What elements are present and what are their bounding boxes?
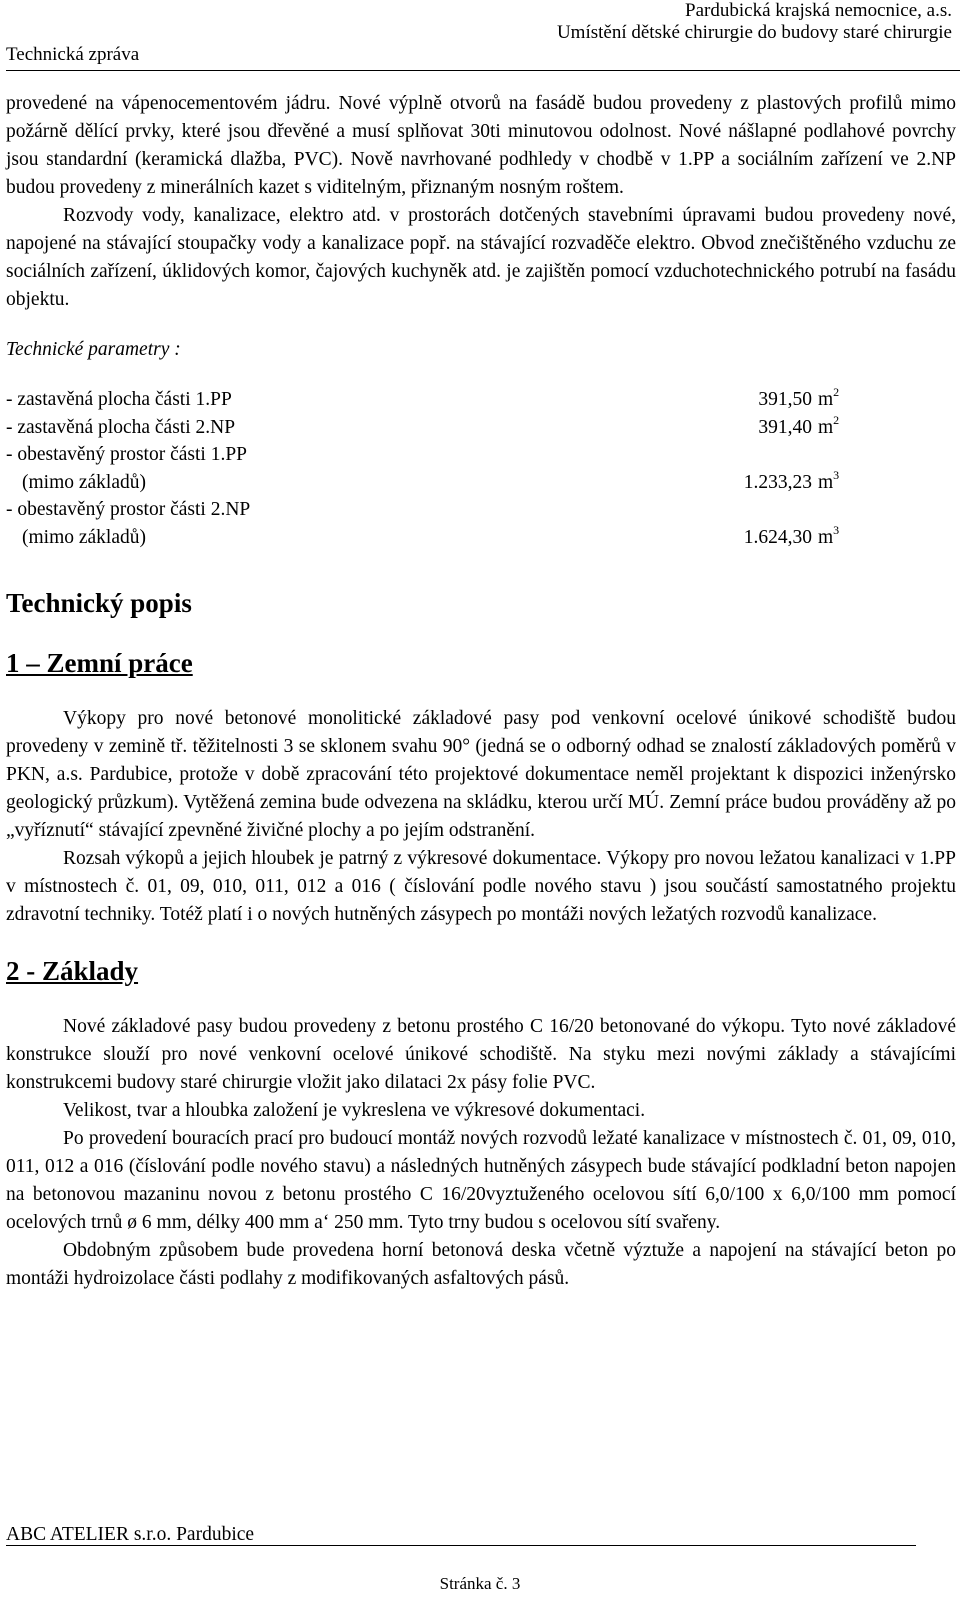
param-unit: $m^2$ [818, 412, 840, 438]
page-number: Stránka č. 3 [439, 1574, 521, 1593]
param-label: - obestavěný prostor části 1.PP [6, 444, 248, 465]
param-value: 391,40 [758, 416, 812, 438]
param-row [6, 524, 839, 552]
param-row [6, 469, 839, 497]
section-1-title: 1 – Zemní práce [6, 648, 193, 678]
param-unit [812, 441, 839, 469]
param-label: (mimo základů) [22, 471, 146, 493]
param-value: 1.233,23 [743, 471, 812, 493]
param-value: 1.624,30 [743, 526, 812, 548]
section-2-title: 2 - Základy [6, 956, 139, 986]
param-value: 391,50 [758, 389, 812, 410]
section-2-paragraph: Velikost, tvar a hloubka založení je vykreslena ve výkresové dokumentaci. [63, 1100, 646, 1121]
param-unit: $m^3$ [818, 522, 840, 548]
param-unit: $m^2$ [818, 385, 840, 410]
footer-company: ABC ATELIER s.r.o. Pardubice [6, 1524, 255, 1545]
intro-paragraph: provedené na vápenocementovém jádru. Nové výplně otvorů na fasádě budou provedeny z plastových profilů mimo požárně dělící prvky, které jsou dřevěné a musí splňovat 30ti minutovou odolnost. Nové nášlapné podlahové povrchy jsou standardní (keramická dlažba, PVC). Nově navrhované podhledy v chodbě v 1.PP a sociálním zařízení ve 2.NP budou provedeny z minerálních kazet s viditelným, přiznaným nosným roštem. [6, 93, 956, 198]
header-right-line1: Pardubická krajská nemocnice, a.s. [685, 0, 952, 21]
param-row [6, 441, 839, 469]
section-2-body [6, 1013, 956, 1293]
section-2-paragraph: Nové základové pasy budou provedeny z betonu prostého C 16/20 betonované do výkopu. Tyto nové základové konstrukce slouží pro nové venkovní ocelové únikové schodiště. Na styku mezi novými základy a stávajícími konstrukcemi budovy staré chirurgie vložit jako dilataci 2x pásy folie PVC. [6, 1016, 956, 1093]
param-unit: $m^3$ [818, 467, 840, 493]
section-1-paragraph: Výkopy pro nové betonové monolitické základové pasy pod venkovní ocelové únikové schodiště budou provedeny v zemině tř. těžitelnosti 3 se sklonem svahu 90° (jedná se o odborný odhad se znalostí základových poměrů v PKN, a.s. Pardubice, protože v době zpracování této projektové dokumentace neměl projektant k dispozici inženýrsko geologický průzkum). Vytěžená zemina bude odvezena na skládku, kterou určí MÚ. Zemní práce budou prováděny až po „vyříznutí“ stávající zpevněné živičné plochy a po jejím odstranění. [6, 708, 956, 841]
section-1-body [6, 705, 956, 929]
intro-paragraph: Rozvody vody, kanalizace, elektro atd. v prostorách dotčených stavebními úpravami budou provedeny nové, napojené na stávající stoupačky vody a kanalizace popř. na stávající rozvaděče elektro. Obvod znečištěného vzduchu ze sociálních zařízení, úklidových komor, čajových kuchyněk atd. je zajištěn pomocí vzduchotechnického potrubí na fasádu objektu. [6, 205, 956, 310]
section-2-paragraph: Po provedení bouracích prací pro budoucí montáž nových rozvodů ležaté kanalizace v místnostech č. 01, 09, 010, 011, 012 a 016 (číslování podle nového stavu) a následných hutněných zásypech bude stávající podkladní beton napojen na betonovou mazaninu novou z betonu prostého C 16/20vyztuženého ocelovou sítí 6,0/100 x 6,0/100 mm pomocí ocelových trnů ø 6 mm, délky 400 mm a‘ 250 mm. Tyto trny budou s ocelovou sítí svařeny. [6, 1128, 956, 1233]
header-right [557, 0, 952, 44]
param-row [6, 496, 839, 524]
header-left: Technická zpráva [6, 44, 140, 65]
technical-description-title: Technický popis [6, 588, 192, 618]
footer-divider [6, 1545, 916, 1546]
header-right-line2: Umístění dětské chirurgie do budovy staré chirurgie [556, 22, 952, 43]
section-1-paragraph: Rozsah výkopů a jejich hloubek je patrný z výkresové dokumentace. Výkopy pro novou ležatou kanalizaci v 1.PP v místnostech č. 01, 09, 010, 011, 012 a 016 ( číslování podle nového stavu ) jsou součástí samostatného projektu zdravotní techniky. Totéž platí i o nových hutněných zásypech po montáži nových ležatých rozvodů kanalizace. [6, 848, 956, 925]
technical-params-table [6, 386, 839, 551]
param-unit [812, 496, 839, 524]
param-value [722, 496, 812, 524]
param-label: (mimo základů) [22, 526, 146, 548]
param-value [722, 441, 812, 469]
param-label: - zastavěná plocha části 2.NP [6, 416, 236, 438]
technical-params-title: Technické parametry : [6, 339, 181, 360]
param-label: - obestavěný prostor části 2.NP [6, 499, 251, 520]
param-row [6, 386, 839, 414]
document-body [6, 90, 956, 1293]
section-2-paragraph: Obdobným způsobem bude provedena horní betonová deska včetně výztuže a napojení na stávající beton po montáži hydroizolace části podlahy z modifikovaných asfaltových pásů. [6, 1240, 956, 1289]
param-row [6, 414, 839, 442]
param-label: - zastavěná plocha části 1.PP [6, 389, 232, 410]
header-divider [6, 70, 960, 71]
